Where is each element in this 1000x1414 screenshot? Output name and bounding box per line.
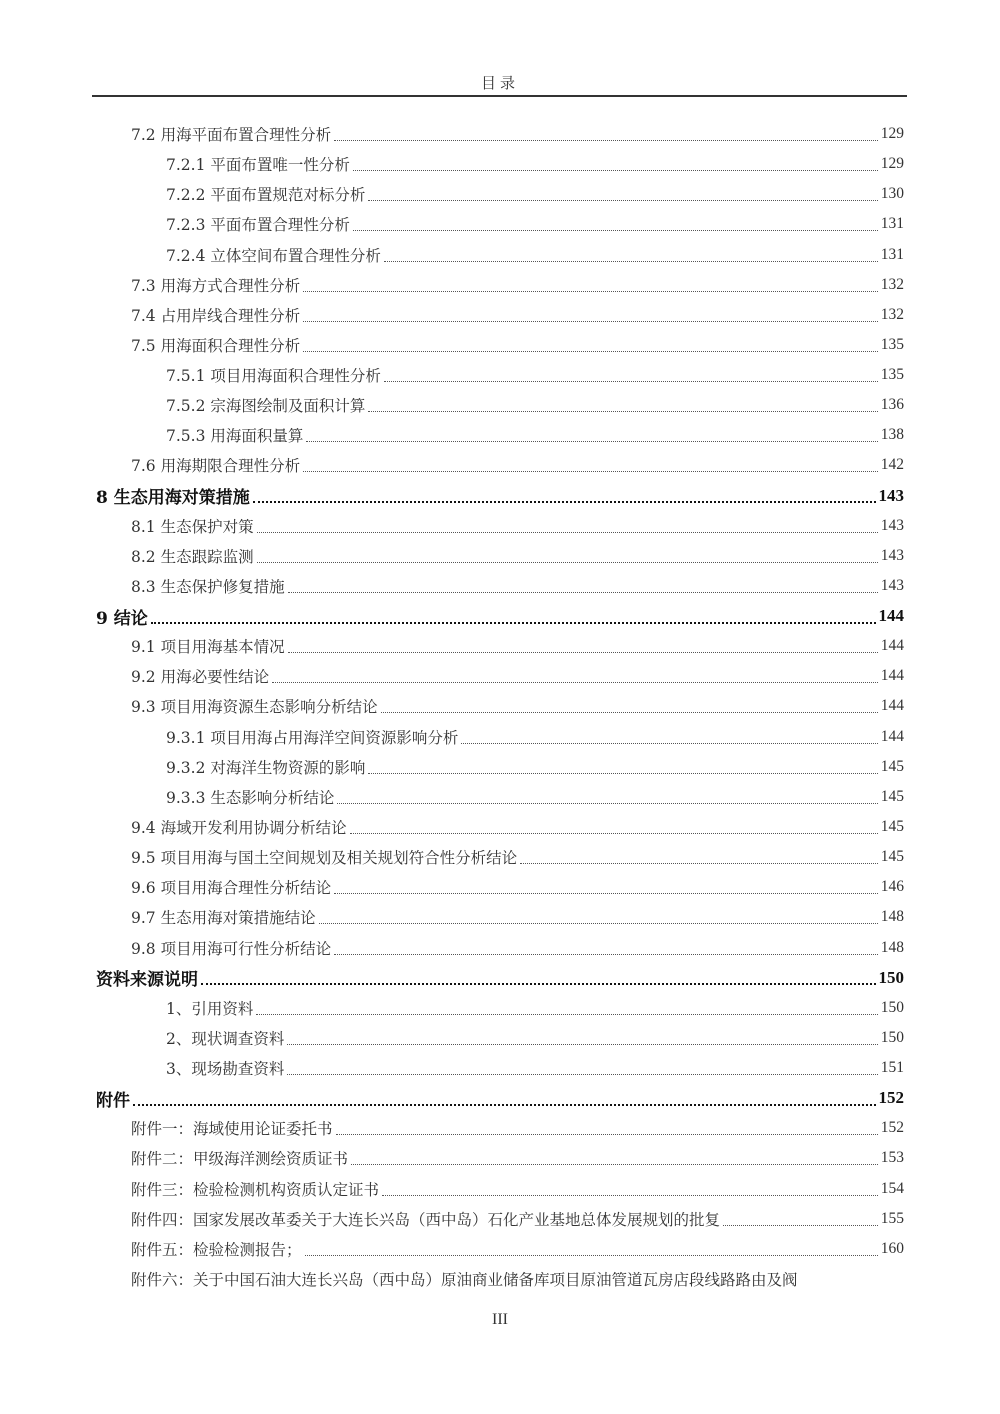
toc-entry-page: 135	[880, 366, 904, 384]
toc-entry[interactable]	[131, 1143, 904, 1173]
toc-entry-page: 150	[878, 967, 904, 987]
toc-entry[interactable]	[131, 1174, 904, 1204]
toc-entry-title: 7.2.2 平面布置规范对标分析	[166, 186, 366, 205]
dot-leader	[461, 742, 877, 744]
toc-entry[interactable]	[166, 782, 904, 812]
toc-entry-page: 145	[880, 787, 904, 805]
toc-entry[interactable]	[131, 300, 904, 330]
toc-entry[interactable]	[131, 631, 904, 661]
toc-entry[interactable]	[131, 1204, 904, 1234]
toc-entry[interactable]	[96, 601, 904, 631]
dot-leader	[353, 169, 878, 171]
toc-entry-page: 148	[880, 908, 904, 926]
toc-entry-page: 129	[880, 125, 904, 142]
toc-entry[interactable]	[166, 993, 904, 1023]
toc-entry-page: 129	[880, 155, 904, 173]
toc-entry-page: 132	[880, 275, 904, 293]
dot-leader	[520, 862, 878, 864]
dot-leader	[306, 440, 877, 442]
page-number: III	[492, 1311, 508, 1328]
toc-entry[interactable]	[131, 571, 904, 601]
dot-leader	[384, 380, 878, 382]
dot-leader	[288, 651, 878, 653]
toc-entry[interactable]	[131, 119, 904, 149]
toc-entry[interactable]	[131, 842, 904, 872]
toc-entry-title: 7.5 用海面积合理性分析	[131, 336, 301, 355]
toc-entry[interactable]	[131, 1234, 904, 1264]
toc-entry-page: 143	[880, 576, 904, 594]
toc-entry-page: 154	[880, 1179, 904, 1197]
dot-leader	[303, 470, 878, 472]
toc-entry-page: 153	[880, 1149, 904, 1167]
dot-leader	[337, 802, 877, 804]
dot-leader	[351, 1163, 878, 1165]
toc-entry-title: 9.3.1 项目用海占用海洋空间资源影响分析	[166, 728, 459, 747]
toc-entry-title: 7.2.4 立体空间布置合理性分析	[166, 246, 381, 265]
dot-leader	[319, 922, 878, 924]
header-rule	[92, 95, 907, 97]
toc-entry-title: 9.4 海域开发利用协调分析结论	[131, 818, 347, 837]
toc-entry-page: 152	[880, 1119, 904, 1137]
dot-leader	[151, 621, 876, 624]
toc-entry[interactable]	[166, 209, 904, 239]
toc-entry-page: 150	[880, 998, 904, 1016]
toc-entry[interactable]	[131, 812, 904, 842]
toc-entry[interactable]	[131, 872, 904, 902]
dot-leader	[253, 500, 876, 503]
toc-entry-title: 9.3 项目用海资源生态影响分析结论	[131, 698, 378, 717]
dot-leader	[201, 982, 876, 985]
dot-leader	[368, 199, 877, 201]
toc-entry-title: 9 结论	[96, 608, 148, 629]
toc-entry-title: 8 生态用海对策措施	[96, 488, 250, 509]
dot-leader	[381, 711, 878, 713]
toc-entry[interactable]	[131, 1113, 904, 1143]
toc-entry-page: 146	[880, 878, 904, 896]
toc-entry-title: 附件一：海域使用论证委托书	[131, 1120, 333, 1139]
dot-leader	[272, 681, 878, 683]
toc-entry-page: 143	[880, 546, 904, 564]
toc-entry-title: 7.3 用海方式合理性分析	[131, 276, 301, 295]
dot-leader	[303, 290, 878, 292]
toc-entry[interactable]	[131, 1264, 904, 1294]
toc-entry[interactable]	[96, 963, 904, 993]
toc-entry[interactable]	[166, 722, 904, 752]
toc-entry-page: 130	[880, 185, 904, 203]
dot-leader	[287, 1073, 877, 1075]
toc-entry-page: 131	[880, 245, 904, 263]
toc-entry-page: 150	[880, 1028, 904, 1046]
toc-entry-page: 135	[880, 335, 904, 353]
toc-entry-title: 9.2 用海必要性结论	[131, 668, 270, 687]
toc-entry-title: 附件五：检验检测报告；	[131, 1240, 302, 1259]
toc-entry-page: 151	[880, 1059, 904, 1077]
toc-entry[interactable]	[166, 752, 904, 782]
toc-entry[interactable]	[96, 1083, 904, 1113]
toc-entry-page: 143	[878, 485, 904, 505]
dot-leader	[334, 892, 878, 894]
toc-entry-page: 148	[880, 938, 904, 956]
toc-entry[interactable]	[166, 360, 904, 390]
toc-entry-title: 9.3.2 对海洋生物资源的影响	[166, 758, 366, 777]
toc-entry-page: 145	[880, 817, 904, 835]
running-header-title: 目录	[480, 74, 519, 92]
toc-entry-title: 7.4 占用岸线合理性分析	[131, 306, 301, 325]
toc-entry-title: 9.3.3 生态影响分析结论	[166, 788, 335, 807]
toc-entry-title: 9.1 项目用海基本情况	[131, 638, 285, 657]
dot-leader	[368, 410, 877, 412]
toc-entry-title: 1、引用资料	[166, 999, 254, 1018]
toc-entry-page: 144	[880, 727, 904, 745]
toc-entry-page: 155	[880, 1209, 904, 1227]
dot-leader	[303, 320, 878, 322]
toc-entry-title: 9.7 生态用海对策措施结论	[131, 909, 316, 928]
toc-entry-title: 附件	[96, 1090, 130, 1111]
toc-entry-title: 2、现状调查资料	[166, 1029, 285, 1048]
dot-leader	[303, 350, 878, 352]
toc-entry-title: 8.1 生态保护对策	[131, 517, 254, 536]
dot-leader	[256, 1013, 877, 1015]
toc-entry-page: 144	[880, 697, 904, 715]
toc-entry-title: 7.2.1 平面布置唯一性分析	[166, 156, 350, 175]
dot-leader	[334, 139, 878, 141]
dot-leader	[382, 1194, 878, 1196]
toc-entry-title: 7.5.3 用海面积量算	[166, 427, 304, 446]
dot-leader	[288, 591, 878, 593]
toc-entry-title: 8.2 生态跟踪监测	[131, 547, 254, 566]
toc-entry[interactable]	[131, 933, 904, 963]
toc-entry[interactable]	[131, 270, 904, 300]
toc-entry-title: 9.8 项目用海可行性分析结论	[131, 939, 332, 958]
toc-entry[interactable]	[166, 390, 904, 420]
toc-entry[interactable]	[131, 541, 904, 571]
toc-entry-page: 160	[880, 1239, 904, 1257]
toc-entry[interactable]	[166, 420, 904, 450]
toc-entry-title: 7.6 用海期限合理性分析	[131, 457, 301, 476]
toc-entry-page: 144	[880, 637, 904, 655]
dot-leader	[336, 1133, 878, 1135]
toc-entry-page: 144	[878, 606, 904, 626]
toc-entry-page: 152	[878, 1088, 904, 1108]
toc-entry-title: 附件三：检验检测机构资质认定证书	[131, 1180, 380, 1199]
toc-entry-title: 7.2 用海平面布置合理性分析	[131, 126, 332, 144]
dot-leader	[305, 1254, 878, 1256]
toc-entry[interactable]	[131, 330, 904, 360]
toc-entry-title: 7.5.1 项目用海面积合理性分析	[166, 367, 381, 386]
toc-entry-title: 附件六：关于中国石油大连长兴岛（西中岛）原油商业储备库项目原油管道瓦房店段线路路由及阀	[131, 1270, 798, 1289]
dot-leader	[334, 953, 878, 955]
toc-entry[interactable]	[131, 691, 904, 721]
toc-entry-title: 9.6 项目用海合理性分析结论	[131, 879, 332, 898]
dot-leader	[287, 1043, 877, 1045]
toc-entry[interactable]	[131, 661, 904, 691]
toc-entry[interactable]	[166, 149, 904, 179]
toc-entry[interactable]	[166, 1023, 904, 1053]
dot-leader	[384, 260, 878, 262]
toc-entry-page: 132	[880, 305, 904, 323]
toc-entry-page: 138	[880, 426, 904, 444]
toc-entry-title: 附件二：甲级海洋测绘资质证书	[131, 1150, 349, 1169]
toc-entry[interactable]	[131, 450, 904, 480]
toc-entry-title: 资料来源说明	[96, 970, 198, 991]
dot-leader	[257, 531, 878, 533]
toc-entry-page: 145	[880, 757, 904, 775]
dot-leader	[350, 832, 878, 834]
toc-entry-page: 145	[880, 848, 904, 866]
toc-entry-page: 136	[880, 396, 904, 414]
dot-leader	[133, 1103, 876, 1106]
dot-leader	[368, 772, 877, 774]
toc-entry-title: 3、现场勘查资料	[166, 1060, 285, 1079]
toc-entry-title: 9.5 项目用海与国土空间规划及相关规划符合性分析结论	[131, 849, 518, 868]
dot-leader	[723, 1224, 878, 1226]
toc-entry-title: 7.2.3 平面布置合理性分析	[166, 216, 350, 235]
toc-entry[interactable]	[166, 1053, 904, 1083]
dot-leader	[257, 561, 878, 563]
toc-entry[interactable]	[96, 481, 904, 511]
dot-leader	[353, 229, 878, 231]
toc-entry[interactable]	[131, 902, 904, 932]
toc-entry-page: 142	[880, 456, 904, 474]
toc-entry-title: 8.3 生态保护修复措施	[131, 577, 285, 596]
toc-entry-page: 131	[880, 215, 904, 233]
toc-entry-page: 143	[880, 516, 904, 534]
toc-entry[interactable]	[166, 179, 904, 209]
toc-entry-title: 7.5.2 宗海图绘制及面积计算	[166, 397, 366, 416]
toc-entry[interactable]	[131, 511, 904, 541]
toc-entry-page: 144	[880, 667, 904, 685]
toc-entry[interactable]	[166, 240, 904, 270]
toc-entry-title: 附件四：国家发展改革委关于大连长兴岛（西中岛）石化产业基地总体发展规划的批复	[131, 1210, 721, 1229]
